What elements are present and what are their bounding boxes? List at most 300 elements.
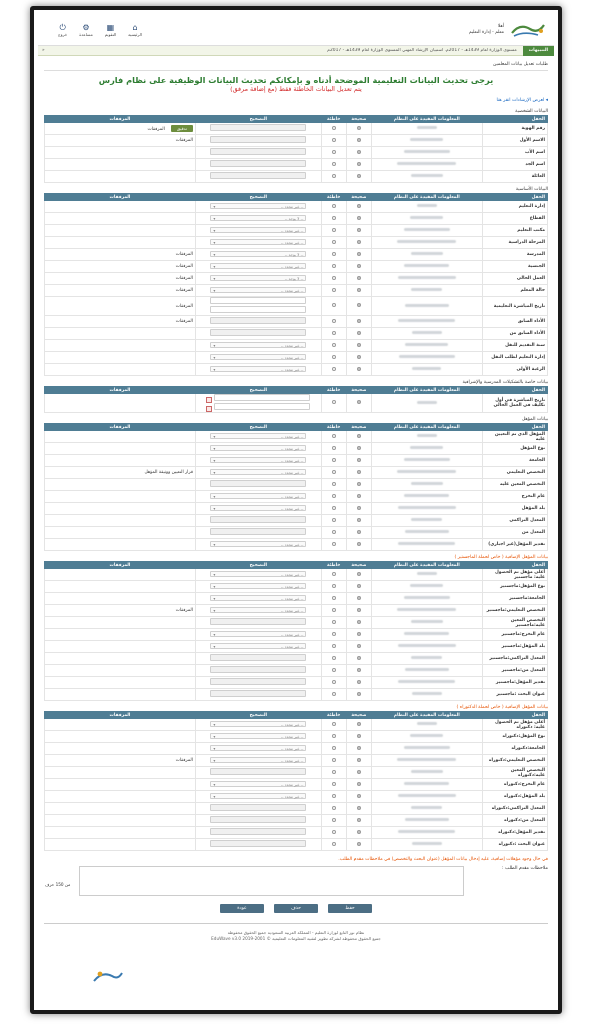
correction-select[interactable]: -- غير محدد -- ▾ xyxy=(210,595,306,601)
correct-radio[interactable] xyxy=(357,620,361,624)
attachments-label[interactable]: المرفقات xyxy=(175,288,193,293)
attachments-label[interactable]: المرفقات xyxy=(175,276,193,281)
system-value xyxy=(411,252,443,255)
wrong-radio[interactable] xyxy=(332,782,336,786)
correction-select[interactable]: -- غير محدد -- ▾ xyxy=(210,781,306,787)
correct-radio[interactable] xyxy=(357,668,361,672)
correct-radio[interactable] xyxy=(357,680,361,684)
correct-radio[interactable] xyxy=(357,288,361,292)
wrong-radio[interactable] xyxy=(332,343,336,347)
correction-input[interactable] xyxy=(210,136,306,143)
correct-radio[interactable] xyxy=(357,138,361,142)
correction-input[interactable] xyxy=(210,654,306,661)
nav-home[interactable] xyxy=(128,23,142,37)
wrong-cell xyxy=(321,791,346,803)
wrong-radio[interactable] xyxy=(332,608,336,612)
wrong-radio[interactable] xyxy=(332,668,336,672)
table-row xyxy=(45,491,548,503)
col-attachments: المرفقات xyxy=(45,116,196,123)
wrong-cell xyxy=(321,213,346,225)
instructions-text[interactable]: لعرض الإرشادات انقر هنا xyxy=(496,98,545,103)
system-cell xyxy=(371,455,482,467)
wrong-radio[interactable] xyxy=(332,572,336,576)
correction-select[interactable]: -- غير محدد -- ▾ xyxy=(210,583,306,589)
wrong-radio[interactable] xyxy=(332,303,336,307)
attachments-label[interactable]: المرفقات xyxy=(175,319,193,324)
correction-select[interactable]: -- غير محدد -- ▾ xyxy=(210,643,306,649)
correct-radio[interactable] xyxy=(357,572,361,576)
correction-select[interactable]: -- غير محدد -- ▾ xyxy=(210,469,306,475)
attachments-label[interactable]: المرفقات xyxy=(175,608,193,613)
correct-radio[interactable] xyxy=(357,458,361,462)
col-correction: التصحيح xyxy=(195,194,321,201)
correction-select[interactable]: -- غير محدد -- ▾ xyxy=(210,505,306,511)
system-value xyxy=(397,608,456,611)
table-row xyxy=(45,803,548,815)
correction-cell xyxy=(195,455,321,467)
system-cell xyxy=(371,605,482,617)
calendar-icon[interactable] xyxy=(206,397,212,403)
table-row xyxy=(45,316,548,328)
correct-radio[interactable] xyxy=(357,470,361,474)
correction-cell xyxy=(195,467,321,479)
wrong-radio[interactable] xyxy=(332,264,336,268)
delete-button[interactable]: حذف xyxy=(274,904,318,913)
wrong-radio[interactable] xyxy=(332,746,336,750)
correction-input[interactable] xyxy=(210,816,306,823)
wrong-radio[interactable] xyxy=(332,331,336,335)
field-label: المعدل من xyxy=(482,527,547,539)
wrong-cell xyxy=(321,827,346,839)
correct-radio[interactable] xyxy=(357,692,361,696)
field-label: الأداء السابق من xyxy=(482,328,547,340)
field-label: التخصص التعليمي xyxy=(482,467,547,479)
system-value xyxy=(404,596,450,599)
correct-radio[interactable] xyxy=(357,518,361,522)
system-value xyxy=(398,644,456,647)
correction-select[interactable]: -- غير محدد -- ▾ xyxy=(210,342,306,348)
correction-input[interactable] xyxy=(210,804,306,811)
wrong-cell xyxy=(321,839,346,851)
correction-select[interactable]: -- غير محدد -- ▾ xyxy=(210,793,306,799)
col-wrong: خاطئة xyxy=(321,116,346,123)
correct-radio[interactable] xyxy=(357,644,361,648)
correct-cell xyxy=(346,665,371,677)
footer-logo-icon xyxy=(88,966,128,988)
correction-select[interactable]: -- غير محدد -- ▾ xyxy=(210,457,306,463)
correct-radio[interactable] xyxy=(357,758,361,762)
system-cell xyxy=(371,815,482,827)
home-icon: ⌂ xyxy=(132,22,138,32)
correction-select[interactable]: -- غير محدد -- ▾ xyxy=(210,571,306,577)
wrong-cell xyxy=(321,605,346,617)
table-row xyxy=(45,767,548,779)
wrong-cell xyxy=(321,394,346,413)
wrong-radio[interactable] xyxy=(332,632,336,636)
col-field: الحقل xyxy=(482,116,547,123)
system-value xyxy=(397,240,456,243)
section-school xyxy=(44,380,548,413)
attachments-label[interactable]: المرفقات xyxy=(147,127,165,132)
attachment-cell xyxy=(45,159,196,171)
notes-textarea[interactable] xyxy=(79,866,464,896)
wrong-cell xyxy=(321,641,346,653)
correction-select[interactable]: -- غير محدد -- ▾ xyxy=(210,493,306,499)
back-button[interactable]: عودة xyxy=(220,904,264,913)
section-table xyxy=(44,386,548,413)
correct-radio[interactable] xyxy=(357,596,361,600)
attachment-cell xyxy=(45,677,196,689)
wrong-radio[interactable] xyxy=(332,806,336,810)
field-label: أعلى مؤهل تم الحصول عليه: دكتوراه xyxy=(482,719,547,731)
system-value xyxy=(412,842,442,845)
col-system-info: المعلومات المقيدة على النظام xyxy=(371,712,482,719)
field-label: عام التخرج:دكتوراه xyxy=(482,779,547,791)
correction-select[interactable]: -- غير محدد -- ▾ xyxy=(210,239,306,245)
wrong-radio[interactable] xyxy=(332,842,336,846)
wrong-radio[interactable] xyxy=(332,276,336,280)
correct-radio[interactable] xyxy=(357,842,361,846)
field-label: التخصص التعليمي:ماجستير xyxy=(482,605,547,617)
correct-radio[interactable] xyxy=(357,818,361,822)
system-value xyxy=(404,782,449,785)
system-cell xyxy=(371,629,482,641)
wrong-radio[interactable] xyxy=(332,162,336,166)
system-cell xyxy=(371,581,482,593)
correction-input[interactable] xyxy=(210,618,306,625)
wrong-radio[interactable] xyxy=(332,319,336,323)
wrong-radio[interactable] xyxy=(332,794,336,798)
system-value xyxy=(398,542,455,545)
main-content xyxy=(38,56,554,946)
correction-cell xyxy=(195,225,321,237)
wrong-radio[interactable] xyxy=(332,216,336,220)
attachments-label[interactable]: المرفقات xyxy=(175,138,193,143)
correction-input[interactable] xyxy=(210,160,306,167)
notes-counter: من 150 حرف xyxy=(45,882,71,887)
alerts-text[interactable]: مستوى الوزارة لعام 1439هـ - 2017م. استبيان الإرشاد المهني المستوى الوزارة لعام 1439هـ - 2017م xyxy=(327,48,517,53)
system-value xyxy=(397,758,456,761)
wrong-radio[interactable] xyxy=(332,228,336,232)
attachment-cell xyxy=(45,394,196,413)
correct-radio[interactable] xyxy=(357,174,361,178)
wrong-radio[interactable] xyxy=(332,150,336,154)
correct-radio[interactable] xyxy=(357,770,361,774)
correction-input[interactable] xyxy=(210,768,306,775)
correction-input[interactable] xyxy=(210,828,306,835)
correct-cell xyxy=(346,743,371,755)
table-row xyxy=(45,503,548,515)
save-button[interactable]: حفظ xyxy=(328,904,372,913)
table-row xyxy=(45,394,548,413)
correct-radio[interactable] xyxy=(357,264,361,268)
correction-cell xyxy=(195,297,321,316)
col-field: الحقل xyxy=(482,562,547,569)
correct-radio[interactable] xyxy=(357,806,361,810)
correction-cell xyxy=(195,340,321,352)
correction-select[interactable]: -- غير محدد -- ▾ xyxy=(210,757,306,763)
system-cell xyxy=(371,147,482,159)
correct-radio[interactable] xyxy=(357,584,361,588)
correction-input[interactable] xyxy=(210,329,306,336)
system-value xyxy=(398,506,456,509)
wrong-radio[interactable] xyxy=(332,446,336,450)
correction-select[interactable]: -- لا يوجد -- ▾ xyxy=(210,215,306,221)
correct-radio[interactable] xyxy=(357,446,361,450)
attachments-label[interactable]: المرفقات xyxy=(175,758,193,763)
correction-select[interactable]: -- غير محدد -- ▾ xyxy=(210,607,306,613)
correct-cell xyxy=(346,779,371,791)
field-label: إدارة التعليم لطلب النقل xyxy=(482,352,547,364)
wrong-radio[interactable] xyxy=(332,818,336,822)
wrong-radio[interactable] xyxy=(332,680,336,684)
wrong-radio[interactable] xyxy=(332,584,336,588)
field-label: العائلة xyxy=(482,171,547,183)
col-correct: صحيحة xyxy=(346,387,371,394)
instructions-link[interactable]: ◂ لعرض الإرشادات انقر هنا xyxy=(496,98,548,103)
table-row xyxy=(45,839,548,851)
correction-select[interactable]: -- غير محدد -- ▾ xyxy=(210,733,306,739)
correct-radio[interactable] xyxy=(357,252,361,256)
attachment-cell xyxy=(45,569,196,581)
correction-input[interactable] xyxy=(210,317,306,324)
system-cell xyxy=(371,755,482,767)
correction-input[interactable] xyxy=(210,528,306,535)
correction-select[interactable]: -- غير محدد -- ▾ xyxy=(210,227,306,233)
correct-radio[interactable] xyxy=(357,656,361,660)
section-title: بيانات المؤهل xyxy=(521,417,548,422)
wrong-radio[interactable] xyxy=(332,240,336,244)
correct-radio[interactable] xyxy=(357,542,361,546)
system-cell xyxy=(371,479,482,491)
wrong-radio[interactable] xyxy=(332,400,336,404)
wrong-radio[interactable] xyxy=(332,758,336,762)
correct-radio[interactable] xyxy=(357,228,361,232)
wrong-radio[interactable] xyxy=(332,458,336,462)
correction-select[interactable]: -- غير محدد -- ▾ xyxy=(210,721,306,727)
wrong-radio[interactable] xyxy=(332,367,336,371)
system-cell xyxy=(371,340,482,352)
correction-input[interactable] xyxy=(210,678,306,685)
correction-select[interactable]: -- غير محدد -- ▾ xyxy=(210,366,306,372)
correct-radio[interactable] xyxy=(357,506,361,510)
wrong-cell xyxy=(321,815,346,827)
correct-radio[interactable] xyxy=(357,240,361,244)
correct-radio[interactable] xyxy=(357,794,361,798)
wrong-radio[interactable] xyxy=(332,355,336,359)
table-row xyxy=(45,135,548,147)
wrong-radio[interactable] xyxy=(332,482,336,486)
correct-radio[interactable] xyxy=(357,494,361,498)
wrong-radio[interactable] xyxy=(332,518,336,522)
correct-cell xyxy=(346,431,371,443)
correct-radio[interactable] xyxy=(357,150,361,154)
correction-cell xyxy=(195,261,321,273)
correction-cell xyxy=(195,431,321,443)
correct-radio[interactable] xyxy=(357,746,361,750)
correct-radio[interactable] xyxy=(357,355,361,359)
wrong-radio[interactable] xyxy=(332,138,336,142)
table-row xyxy=(45,779,548,791)
correction-cell xyxy=(195,352,321,364)
system-cell xyxy=(371,443,482,455)
correct-radio[interactable] xyxy=(357,126,361,130)
correct-radio[interactable] xyxy=(357,343,361,347)
correction-input[interactable] xyxy=(214,394,310,401)
wrong-radio[interactable] xyxy=(332,770,336,774)
correct-radio[interactable] xyxy=(357,303,361,307)
wrong-radio[interactable] xyxy=(332,692,336,696)
correction-select[interactable]: -- غير محدد -- ▾ xyxy=(210,263,306,269)
correct-radio[interactable] xyxy=(357,608,361,612)
attachment-note[interactable]: قرار التعيين ووثيقة المؤهل xyxy=(144,470,193,475)
attachment-cell xyxy=(45,605,196,617)
field-label: المعدل التراكمي:دكتوراه xyxy=(482,803,547,815)
wrong-cell xyxy=(321,147,346,159)
wrong-radio[interactable] xyxy=(332,722,336,726)
system-value xyxy=(417,401,437,404)
correction-input[interactable] xyxy=(210,840,306,847)
correct-cell xyxy=(346,605,371,617)
correct-radio[interactable] xyxy=(357,331,361,335)
correction-input[interactable] xyxy=(210,297,306,304)
wrong-radio[interactable] xyxy=(332,644,336,648)
correct-radio[interactable] xyxy=(357,734,361,738)
wrong-cell xyxy=(321,503,346,515)
correction-cell xyxy=(195,827,321,839)
system-cell xyxy=(371,297,482,316)
system-cell xyxy=(371,791,482,803)
correct-radio[interactable] xyxy=(357,319,361,323)
wrong-radio[interactable] xyxy=(332,620,336,624)
correct-radio[interactable] xyxy=(357,482,361,486)
wrong-radio[interactable] xyxy=(332,470,336,474)
wrong-radio[interactable] xyxy=(332,252,336,256)
correct-radio[interactable] xyxy=(357,216,361,220)
attachments-label[interactable]: المرفقات xyxy=(175,252,193,257)
correction-select[interactable]: -- غير محدد -- ▾ xyxy=(210,354,306,360)
noor-logo-icon xyxy=(508,19,548,41)
section-title: بيانات خاصة بالتشكيلات المدرسية والإشرافية xyxy=(462,380,548,385)
wrong-radio[interactable] xyxy=(332,830,336,834)
correction-cell xyxy=(195,767,321,779)
correction-cell xyxy=(195,677,321,689)
correction-input[interactable] xyxy=(210,148,306,155)
calendar-icon: ▦ xyxy=(106,22,115,32)
system-cell xyxy=(371,328,482,340)
correct-radio[interactable] xyxy=(357,632,361,636)
correct-cell xyxy=(346,340,371,352)
system-value xyxy=(412,367,441,370)
correction-input[interactable] xyxy=(210,666,306,673)
correction-input[interactable] xyxy=(210,690,306,697)
correct-radio[interactable] xyxy=(357,204,361,208)
correction-input[interactable] xyxy=(214,403,310,410)
wrong-radio[interactable] xyxy=(332,204,336,208)
attachment-cell xyxy=(45,213,196,225)
calendar-icon[interactable] xyxy=(206,406,212,412)
correct-radio[interactable] xyxy=(357,530,361,534)
attachment-cell xyxy=(45,731,196,743)
correction-select[interactable]: -- غير محدد -- ▾ xyxy=(210,287,306,293)
wrong-cell xyxy=(321,479,346,491)
col-attachments: المرفقات xyxy=(45,712,196,719)
correction-input[interactable] xyxy=(210,480,306,487)
wrong-radio[interactable] xyxy=(332,126,336,130)
system-cell xyxy=(371,677,482,689)
correct-radio[interactable] xyxy=(357,722,361,726)
correction-select[interactable]: -- غير محدد -- ▾ xyxy=(210,541,306,547)
correct-radio[interactable] xyxy=(357,400,361,404)
correction-select[interactable]: -- لا يوجد -- ▾ xyxy=(210,251,306,257)
correct-radio[interactable] xyxy=(357,276,361,280)
correct-radio[interactable] xyxy=(357,782,361,786)
nav-help[interactable] xyxy=(79,23,93,37)
correction-cell xyxy=(195,791,321,803)
correction-select[interactable]: -- غير محدد -- ▾ xyxy=(210,445,306,451)
wrong-radio[interactable] xyxy=(332,596,336,600)
correct-radio[interactable] xyxy=(357,830,361,834)
wrong-radio[interactable] xyxy=(332,734,336,738)
wrong-cell xyxy=(321,273,346,285)
correction-input[interactable] xyxy=(210,306,306,313)
wrong-radio[interactable] xyxy=(332,174,336,178)
attachments-label[interactable]: المرفقات xyxy=(175,303,193,309)
correction-select[interactable]: -- لا يوجد -- ▾ xyxy=(210,275,306,281)
correction-cell xyxy=(195,815,321,827)
wrong-radio[interactable] xyxy=(332,494,336,498)
system-value xyxy=(397,470,456,473)
field-label: مكتب التعليم xyxy=(482,225,547,237)
system-cell xyxy=(371,803,482,815)
field-label: الجامعة:ماجستير xyxy=(482,593,547,605)
correct-radio[interactable] xyxy=(357,434,361,438)
wrong-radio[interactable] xyxy=(332,542,336,546)
nav-calendar[interactable] xyxy=(105,23,116,37)
wrong-cell xyxy=(321,629,346,641)
nav-logout[interactable] xyxy=(58,23,67,37)
correction-select[interactable]: -- غير محدد -- ▾ xyxy=(210,433,306,439)
correction-input[interactable] xyxy=(210,172,306,179)
wrong-radio[interactable] xyxy=(332,288,336,292)
attachments-label[interactable]: المرفقات xyxy=(175,264,193,269)
col-wrong: خاطئة xyxy=(321,562,346,569)
section-title: بيانات المؤهل الإضافية ( خاص لحملة الماجستير ) xyxy=(454,555,548,560)
wrong-radio[interactable] xyxy=(332,530,336,534)
alerts-label[interactable]: التنبيهات xyxy=(523,46,554,56)
table-row xyxy=(45,581,548,593)
verify-button[interactable]: تدقيق xyxy=(171,125,193,132)
correction-select[interactable]: -- غير محدد -- ▾ xyxy=(210,745,306,751)
correction-input[interactable] xyxy=(210,124,306,131)
correct-radio[interactable] xyxy=(357,162,361,166)
wrong-cell xyxy=(321,539,346,551)
ticker-toggle-icon[interactable]: » xyxy=(42,48,45,53)
correct-cell xyxy=(346,479,371,491)
wrong-radio[interactable] xyxy=(332,434,336,438)
correct-cell xyxy=(346,135,371,147)
col-correction: التصحيح xyxy=(195,387,321,394)
correct-radio[interactable] xyxy=(357,367,361,371)
footer-line2: جميع الحقوق محفوظة لشركة تطوير لتقنية المعلومات التعليمية © 2001-2019 EduWave v3.0 xyxy=(211,936,381,941)
correction-select[interactable]: -- غير محدد -- ▾ xyxy=(210,203,306,209)
field-label: اسم الجد xyxy=(482,159,547,171)
table-row xyxy=(45,159,548,171)
correction-select[interactable]: -- غير محدد -- ▾ xyxy=(210,631,306,637)
wrong-radio[interactable] xyxy=(332,656,336,660)
correction-input[interactable] xyxy=(210,516,306,523)
wrong-radio[interactable] xyxy=(332,506,336,510)
